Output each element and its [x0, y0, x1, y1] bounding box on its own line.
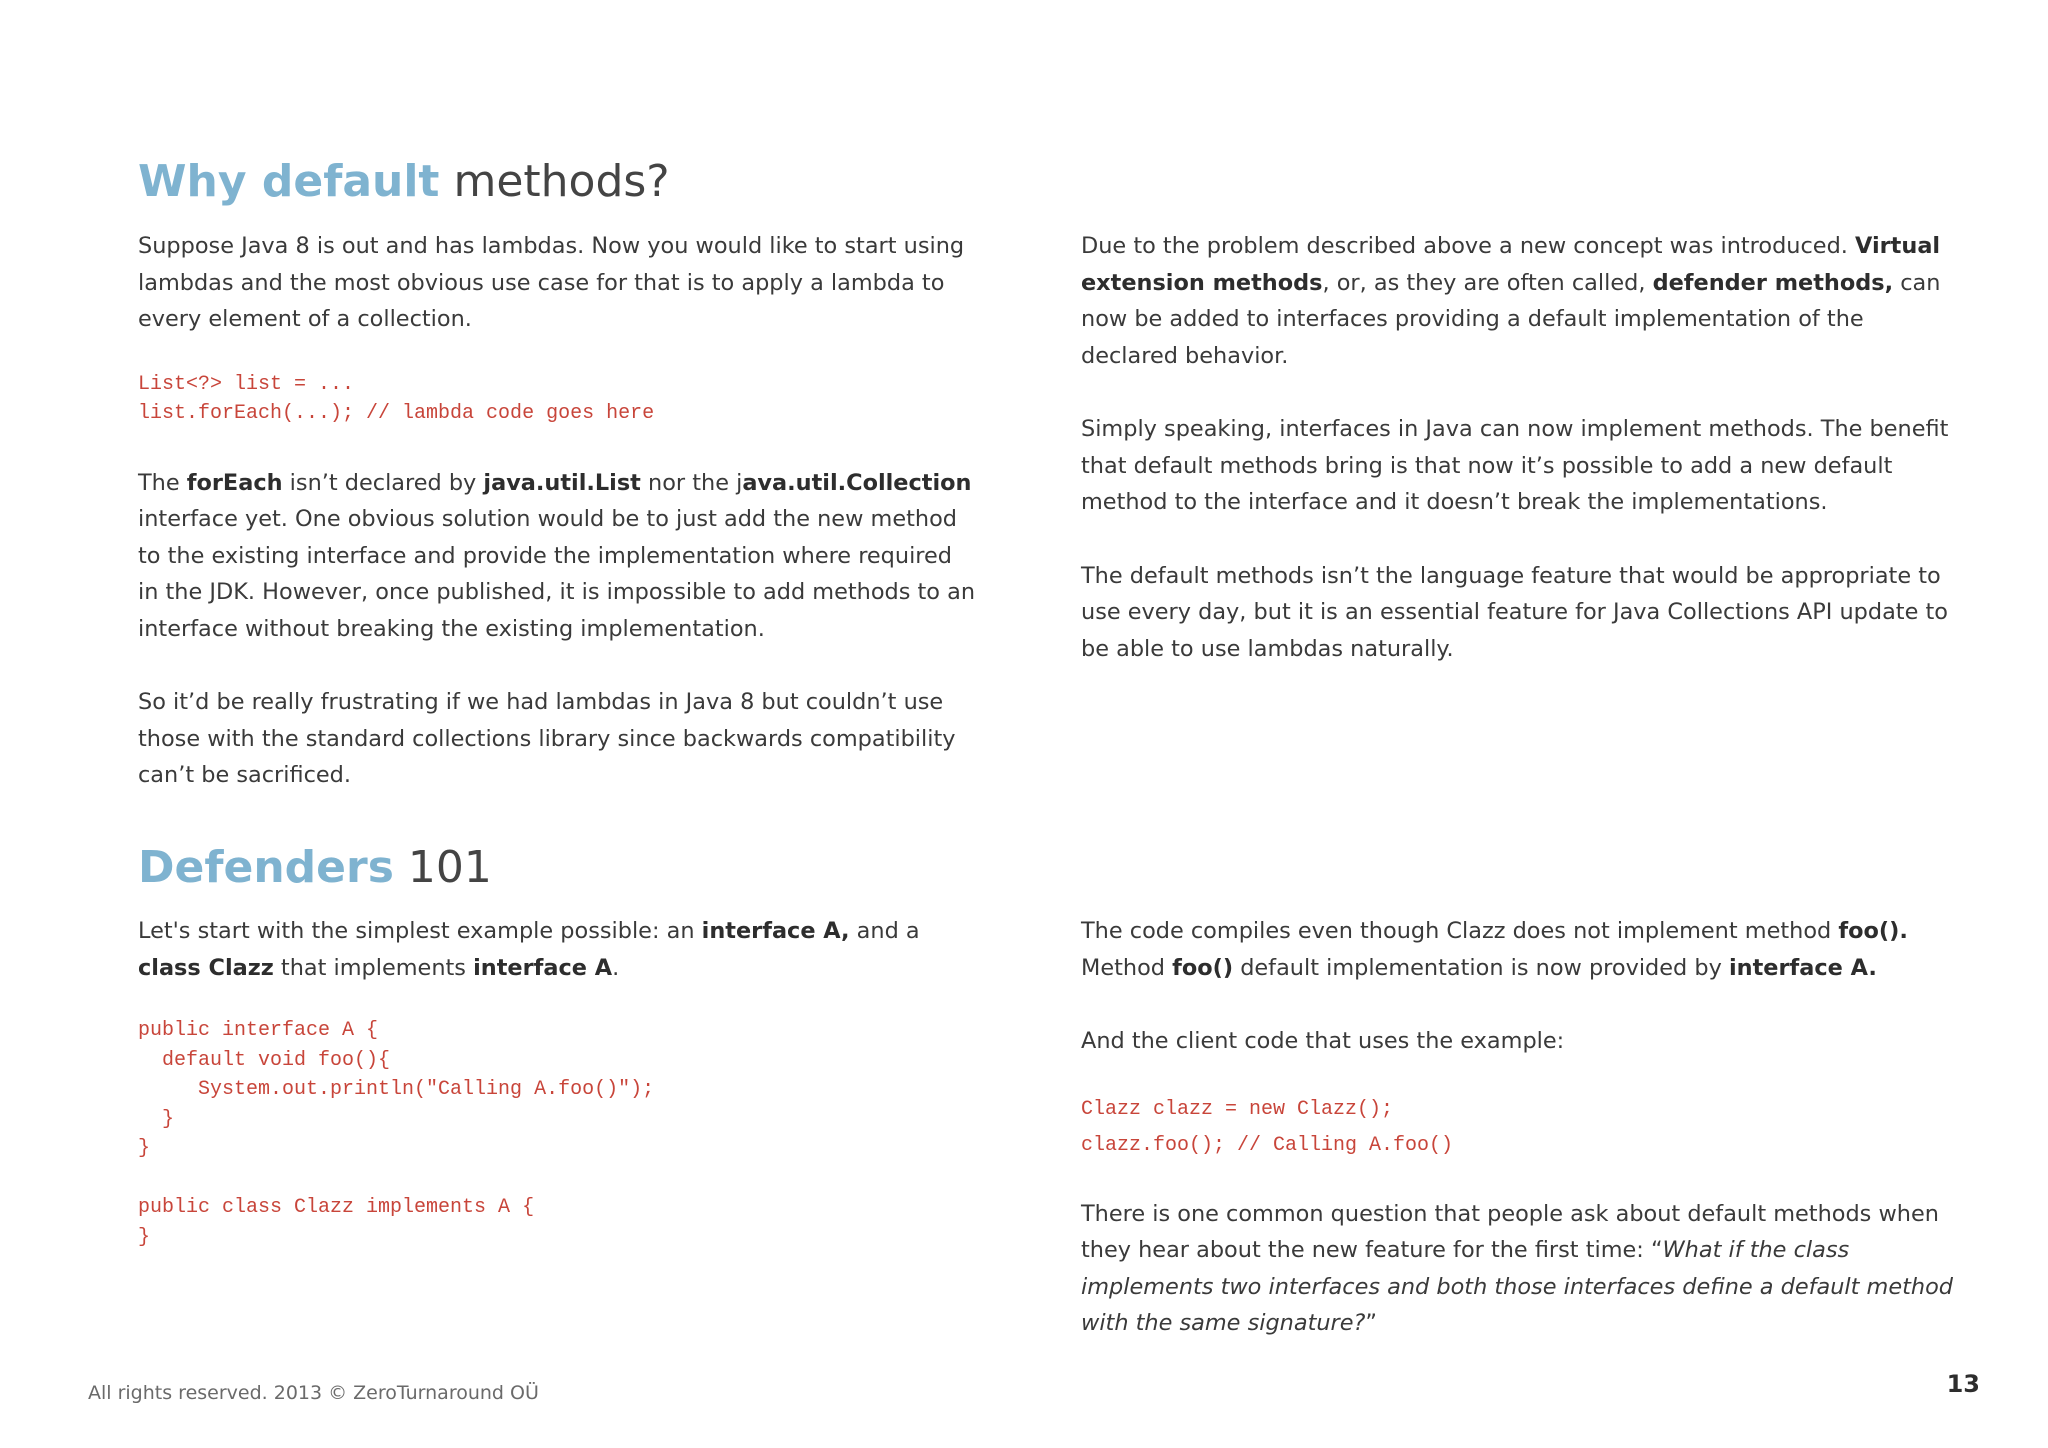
section2-right-column — [1081, 913, 1961, 1342]
simplest-example-paragraph: Let's start with the simplest example possible: an interface A, and a class Clazz that implements interface A. — [138, 918, 920, 981]
section-heading-why-default — [138, 154, 978, 210]
footer-copyright: All rights reserved. 2013 © ZeroTurnaround OÜ — [88, 1382, 539, 1404]
heading-light: 101 — [393, 842, 492, 893]
client-code-paragraph: And the client code that uses the example: — [1081, 1028, 1565, 1054]
heading-strong: Why default — [138, 156, 440, 207]
section2-left-column — [138, 913, 978, 1252]
section1-right-column — [1081, 228, 1961, 667]
common-question-paragraph: There is one common question that people ask about default methods when they hear about the new feature for the first time: “What if the class implements two interfaces and both those interfaces define a default method with the same signature?” — [1081, 1200, 1953, 1336]
intro-paragraph: Suppose Java 8 is out and has lambdas. Now you would like to start using lambdas and the most obvious use case for that is to apply a lambda to every element of a collection. — [138, 233, 965, 332]
code-block-interface: public interface A { default void foo(){ System.out.println("Calling A.foo()"); } } public class Clazz implements A { } — [138, 1019, 655, 1249]
code-block-client: Clazz clazz = new Clazz(); clazz.foo(); // Calling A.foo() — [1081, 1097, 1454, 1157]
foreach-paragraph: The forEach isn’t declared by java.util.List nor the java.util.Collection interface yet. One obvious solution would be to just add the new method to the existing interface and provide the implementation where required in the JDK. However, once published, it is impossible to add methods to an interface without breaking the existing implementation. — [138, 469, 976, 642]
frustrating-paragraph: So it’d be really frustrating if we had lambdas in Java 8 but couldn’t use those with the standard collections library since backwards compatibility can’t be sacrificed. — [138, 689, 956, 788]
simply-speaking-paragraph: Simply speaking, interfaces in Java can now implement methods. The benefit that default methods bring is that now it’s possible to add a new default method to the interface and it doesn’t break the implementations. — [1081, 416, 1949, 515]
virtual-extension-paragraph: Due to the problem described above a new concept was introduced. Virtual extension methods, or, as they are often called, defender methods, can now be added to interfaces providing a default implementation of the declared behavior. — [1081, 233, 1941, 369]
heading-strong: Defenders — [138, 842, 394, 893]
section-heading-defenders — [138, 840, 978, 896]
code-block-foreach: List<?> list = ... list.forEach(...); // lambda code goes here — [138, 372, 655, 425]
heading-light: methods? — [439, 156, 670, 207]
default-methods-paragraph: The default methods isn’t the language feature that would be appropriate to use every day, but it is an essential feature for Java Collections API update to be able to use lambdas naturally. — [1081, 562, 1948, 662]
section1-left-column — [138, 228, 978, 794]
page-number: 13 — [1946, 1370, 1980, 1398]
compiles-paragraph: The code compiles even though Clazz does not implement method foo(). Method foo() default implementation is now provided by interface A. — [1081, 918, 1908, 981]
